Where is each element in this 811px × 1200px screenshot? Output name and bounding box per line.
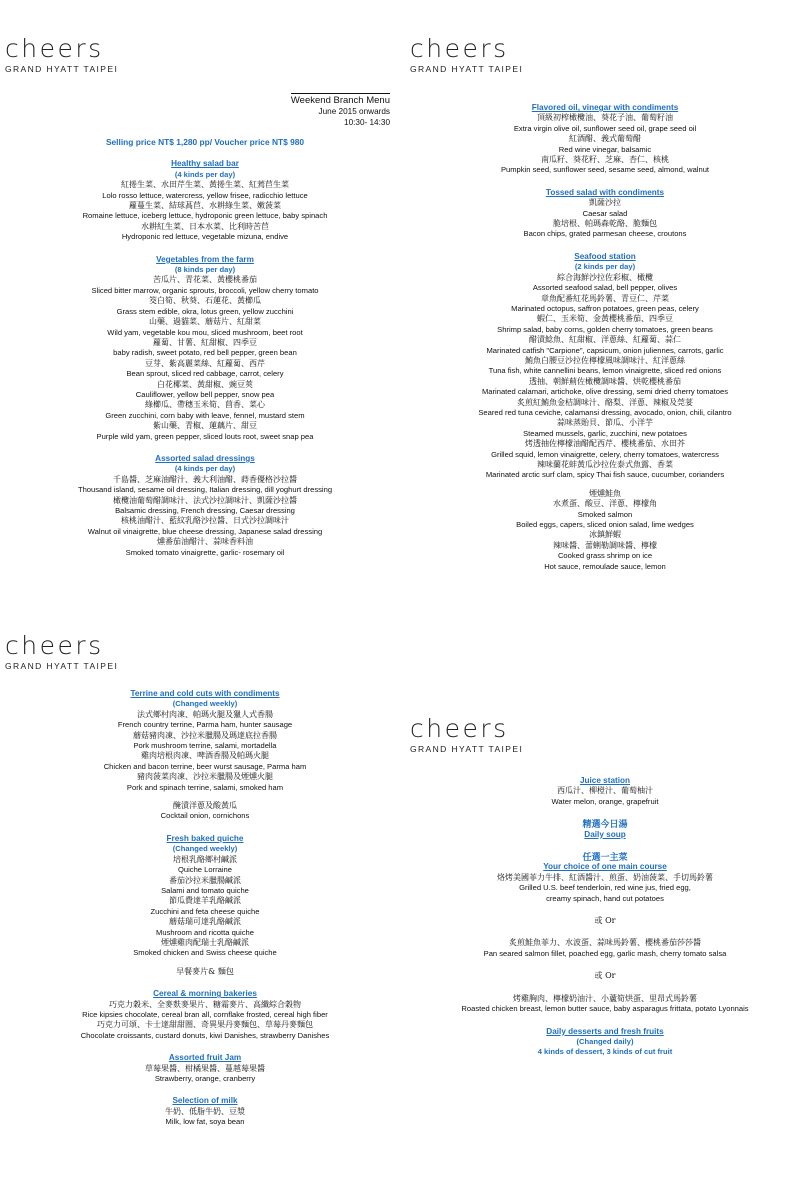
- menu-line-zh: 水耕紅生菜、日本水菜、比利時苦苣: [141, 221, 269, 231]
- page-2-column: [420, 103, 790, 584]
- menu-line-zh: 節瓜費達羊乳酪鹹派: [169, 896, 241, 906]
- menu-section: [420, 103, 790, 176]
- menu-line-en: Sliced bitter marrow, organic sprouts, broccoli, yellow cherry tomato: [91, 285, 319, 295]
- menu-line-zh: 豬肉菠菜肉凍、沙拉米臘腸及煙燻火腿: [137, 772, 273, 782]
- section-gap: [20, 959, 390, 967]
- menu-line-en: Grilled squid, lemon vinaigrette, celery, cherry tomatoes, watercress: [491, 449, 719, 459]
- main2-en: Pan seared salmon fillet, poached egg, garlic mash, cherry tomato salsa: [483, 948, 727, 958]
- section-heading: Fresh baked quiche: [166, 833, 244, 843]
- page-4-column: [420, 776, 790, 1058]
- menu-line-zh: 鮪魚白腰豆沙拉佐檸檬風味調味汁、紅洋蔥絲: [525, 355, 685, 365]
- section-spacer: [20, 822, 390, 834]
- menu-line-zh: 綠櫛瓜、帶穗玉米筍、茴香、菜心: [145, 400, 265, 410]
- page-3-column: [20, 689, 390, 1140]
- dessert-sub: (Changed daily): [576, 1036, 634, 1046]
- menu-line-en: Smoked chicken and Swiss cheese quiche: [133, 948, 277, 958]
- soup-heading: Daily soup: [584, 829, 626, 839]
- menu-line-zh: 橄欖油葡萄醋調味汁、法式沙拉調味汁、凱薩沙拉醬: [113, 495, 297, 505]
- menu-line-zh: 炙煎紅鮪魚金桔調味汁、酪梨、洋蔥、辣椒及莞荽: [517, 397, 693, 407]
- menu-line-en: Tuna fish, white cannellini beans, lemon vinaigrette, sliced red onions: [488, 366, 722, 376]
- menu-line-en: Bacon chips, grated parmesan cheese, croutons: [523, 229, 687, 239]
- section-heading: Terrine and cold cuts with condiments: [130, 689, 280, 698]
- menu-line-zh: 紫山藥、青椒、蓮藕片、甜豆: [153, 421, 257, 431]
- dessert-heading: Daily desserts and fresh fruits: [546, 1026, 664, 1036]
- menu-period: June 2015 onwards: [318, 107, 390, 116]
- section-spacer: [420, 572, 790, 584]
- main1-en-1: Grilled U.S. beef tenderloin, red wine jus, fried egg,: [519, 883, 691, 893]
- menu-line-en: Salami and tomato quiche: [161, 885, 249, 895]
- menu-line-zh: 燻番茄油醋汁、蒜味香料油: [157, 537, 253, 547]
- menu-line-zh: 脆培根、帕瑪森乾酪、脆麵包: [553, 219, 657, 229]
- menu-line-en: Smoked salmon: [577, 509, 633, 519]
- main2-zh: 炙煎鮭魚菲力、水波蛋、蒜味馬鈴薯、櫻桃番茄莎莎醬: [509, 938, 701, 948]
- menu-line-zh: 核桃油醋汁、藍紋乳酪沙拉醬、日式沙拉調味汁: [121, 516, 289, 526]
- menu-line-en: Steamed mussels, garlic, zucchini, new potatoes: [523, 428, 687, 438]
- logo-sub: GRAND HYATT TAIPEI: [410, 744, 524, 754]
- menu-line-en: Romaine lettuce, iceberg lettuce, hydroponic green lettuce, baby spinach: [82, 211, 328, 221]
- section-subheading: (8 kinds per day): [174, 265, 236, 275]
- menu-section: [20, 834, 390, 977]
- menu-line-zh: 煙燻雞肉配瑞士乳酪鹹派: [161, 937, 249, 947]
- menu-line-zh: 培根乳酪鄉村鹹派: [173, 854, 237, 864]
- menu-section: [420, 252, 790, 572]
- logo-bottom-left: [5, 633, 118, 671]
- menu-line-zh: 冰鎮鮮蝦: [589, 530, 621, 540]
- menu-line-zh: 辣味蘭花蚌黃瓜沙拉佐泰式魚露、香菜: [537, 460, 673, 469]
- menu-line-en: Strawberry, orange, cranberry: [154, 1074, 256, 1083]
- menu-line-zh: 水煮蛋、酸豆、洋蔥、檸檬角: [553, 499, 657, 509]
- section-heading: Vegetables from the farm: [156, 254, 254, 264]
- menu-line-zh: 蘿蔓生菜、結球萵苣、水耕綠生菜、嫩菠菜: [129, 201, 281, 211]
- menu-line-en: Red wine vinegar, balsamic: [558, 144, 652, 154]
- main3-zh: 烤雞胸肉、檸檬奶油汁、小蘆筍烘蛋、里昂式馬鈴薯: [513, 993, 697, 1003]
- menu-line-en: Cooked grass shrimp on ice: [557, 551, 653, 561]
- main3-en: Roasted chicken breast, lemon butter sauce, baby asparagus frittata, potato Lyonnais: [461, 1004, 749, 1014]
- menu-line-zh: 蒜味蒸貽貝、節瓜、小洋芋: [557, 418, 653, 428]
- menu-line-en: baby radish, sweet potato, red bell pepper, green bean: [113, 348, 297, 358]
- section-spacer: [20, 558, 390, 570]
- menu-line-en: Marinated arctic surf clam, spicy Thai fish sauce, cucumber, corianders: [485, 470, 725, 480]
- section-heading: Seafood station: [574, 251, 636, 261]
- menu-line-en: Marinated calamari, artichoke, olive dressing, semi dried cherry tomatoes: [481, 387, 729, 397]
- menu-line-en: Grass stem edible, okra, lotus green, yellow zucchini: [116, 306, 294, 316]
- logo-word: cheers: [410, 34, 509, 63]
- menu-line-zh: 山藥、過貓菜、蘑菇片、紅甜菜: [149, 317, 261, 327]
- menu-line-en: Pork mushroom terrine, salami, mortadella: [133, 741, 277, 751]
- logo-word: cheers: [5, 34, 104, 63]
- menu-line-zh: 千島醬、芝麻油醋汁、義大利油醋、蒔香優格沙拉醬: [113, 474, 297, 484]
- page-1-sections: [20, 159, 390, 570]
- price-line: Selling price NT$ 1,280 pp/ Voucher price NT$ 980: [105, 137, 305, 147]
- menu-line-zh: 法式鄉村肉凍、帕瑪火腿及獵人式香腸: [137, 709, 273, 719]
- menu-section: [20, 689, 390, 822]
- menu-line-en: Pumpkin seed, sunflower seed, sesame seed, almond, walnut: [500, 165, 710, 175]
- main-zh: 任選一主菜: [582, 852, 628, 863]
- section-subheading: (Changed weekly): [172, 699, 238, 709]
- section-subheading: (4 kinds per day): [174, 464, 236, 474]
- logo-word: cheers: [410, 714, 509, 743]
- menu-section: [20, 1053, 390, 1084]
- menu-line-zh: 苦瓜片、青花菜、黃櫻桃番茄: [153, 275, 257, 285]
- menu-line-zh: 巧克力穀米、全麥麩麥果片、糖霜麥片、高纖綜合穀物: [109, 999, 301, 1009]
- logo-sub: GRAND HYATT TAIPEI: [5, 64, 119, 74]
- section-spacer: [20, 1041, 390, 1053]
- menu-line-en: Lolo rosso lettuce, watercress, yellow frisee, radicchio lettuce: [102, 190, 308, 200]
- menu-section: [20, 1096, 390, 1127]
- menu-line-zh: 辣味醬、蕾蜊勒調味醬、檸檬: [553, 540, 657, 550]
- section-spacer: [20, 442, 390, 454]
- menu-line-en: Zucchini and feta cheese quiche: [150, 906, 260, 916]
- menu-line-en: Assorted seafood salad, bell pepper, olives: [532, 283, 678, 293]
- menu-line-en: Bean sprout, sliced red cabbage, carrot, celery: [126, 369, 284, 379]
- menu-line-zh: 早餐麥片& 麵包: [176, 966, 234, 976]
- menu-line-zh: 烤透抽佐檸檬油醋配西芹、櫻桃番茄、水田芥: [525, 439, 685, 449]
- logo-word: cheers: [5, 631, 104, 660]
- menu-line-en: Shrimp salad, baby corns, golden cherry tomatoes, green beans: [497, 324, 713, 334]
- menu-line-en: Seared red tuna ceviche, calamansi dressing, avocado, onion, chili, cilantro: [478, 407, 732, 417]
- menu-line-zh: 蝦仁、玉米筍、金黃櫻桃番茄、四季豆: [537, 314, 673, 324]
- section-spacer: [20, 243, 390, 255]
- menu-line-en: Green zucchini, corn baby with leave, fennel, mustard stem: [105, 410, 305, 420]
- menu-line-en: French country terrine, Parma ham, hunter sausage: [117, 720, 293, 730]
- menu-line-zh: 凱薩沙拉: [589, 198, 621, 208]
- menu-line-en: Walnut oil vinaigrette, blue cheese dressing, Japanese salad dressing: [87, 526, 323, 536]
- menu-section: [20, 454, 390, 558]
- menu-line-zh: 豆芽、紫高麗菜絲、紅蘿蔔、西芹: [145, 358, 265, 368]
- menu-line-en: Marinated octopus, saffron potatoes, green peas, celery: [511, 303, 699, 313]
- menu-line-zh: 紅酒醋、義式葡萄醋: [569, 134, 641, 144]
- menu-line-zh: 頂級初榨橄欖油、葵花子油、葡萄籽油: [537, 113, 673, 123]
- menu-line-zh: 筊白筍、秋葵、石蓮花、黃櫛瓜: [149, 296, 261, 306]
- main1-en-2: creamy spinach, hand cut potatoes: [546, 893, 664, 903]
- main-heading: Your choice of one main course: [543, 862, 667, 872]
- menu-section: [20, 989, 390, 1041]
- menu-line-zh: 草莓果醬、柑橘果醬、蔓越莓果醬: [145, 1063, 265, 1073]
- menu-line-en: Chicken and bacon terrine, beer wurst sausage, Parma ham: [103, 761, 307, 771]
- page-2-sections: [420, 103, 790, 584]
- menu-line-en: Boiled eggs, capers, sliced onion salad, lime wedges: [516, 520, 694, 530]
- juice-heading: Juice station: [579, 776, 631, 785]
- menu-title-block: [230, 93, 390, 128]
- menu-line-en: Quiche Lorraine: [177, 865, 233, 875]
- menu-section: [20, 159, 390, 242]
- section-spacer: [420, 240, 790, 252]
- logo-top-left: [5, 36, 118, 74]
- menu-line-en: Rice kipsies chocolate, cereal bran all, cornflake frosted, cereal high fiber: [82, 1009, 328, 1019]
- menu-section: [420, 188, 790, 240]
- menu-line-zh: 透抽、朝鮮薊佐橄欖調味醬、烘乾櫻桃番茄: [529, 376, 681, 386]
- menu-title: Weekend Branch Menu: [290, 95, 390, 106]
- menu-line-en: Caesar salad: [582, 208, 628, 218]
- menu-line-zh: 巧克力可頌、卡士達甜甜圈、奇異果丹麥麵包、草莓丹麥麵包: [97, 1020, 313, 1030]
- section-spacer: [20, 977, 390, 989]
- section-gap: [420, 481, 790, 489]
- section-heading: Assorted salad dressings: [155, 453, 255, 463]
- juice-zh: 西瓜汁、柳橙汁、葡萄柚汁: [557, 786, 653, 796]
- menu-line-zh: 醃漬洋蔥及酸黃瓜: [173, 801, 237, 811]
- section-subheading: (4 kinds per day): [174, 169, 236, 179]
- menu-line-zh: 章魚配番紅花馬鈴薯、青豆仁、芹菜: [541, 293, 669, 303]
- logo-sub: GRAND HYATT TAIPEI: [410, 64, 524, 74]
- juice-en: Water melon, orange, grapefruit: [551, 796, 659, 806]
- menu-line-zh: 蘑菇豬肉凍、沙拉米臘腸及瑪達底拉香腸: [133, 730, 277, 740]
- section-gap: [20, 793, 390, 801]
- or-1: 或 Or: [594, 916, 616, 926]
- page-1-column: [20, 137, 390, 570]
- menu-line-en: Marinated catfish "Carpione", capsicum, onion juliennes, carrots, garlic: [486, 345, 724, 355]
- section-subheading: (Changed weekly): [172, 844, 238, 854]
- menu-line-en: Thousand island, sesame oil dressing, Italian dressing, dill yoghurt dressing: [77, 485, 333, 495]
- menu-line-zh: 綜合海鮮沙拉佐彩椒、橄欖: [557, 272, 653, 282]
- menu-line-en: Extra virgin olive oil, sunflower seed oil, grape seed oil: [513, 123, 697, 133]
- menu-line-zh: 紅捲生菜、水田芹生菜、黃捲生菜、紅蔫苣生菜: [121, 180, 289, 190]
- section-heading: Selection of milk: [172, 1096, 238, 1106]
- page-3-sections: [20, 689, 390, 1140]
- menu-line-en: Pork and spinach terrine, salami, smoked ham: [126, 782, 284, 792]
- logo-sub: GRAND HYATT TAIPEI: [5, 661, 119, 671]
- section-heading: Flavored oil, vinegar with condiments: [531, 103, 679, 112]
- menu-line-en: Purple wild yam, green pepper, sliced louts root, sweet snap pea: [96, 431, 314, 441]
- menu-line-en: Wild yam, vegetable kou mou, sliced mushroom, beet root: [107, 327, 303, 337]
- menu-line-en: Hot sauce, remoulade sauce, lemon: [544, 561, 666, 571]
- section-heading: Healthy salad bar: [171, 159, 239, 169]
- menu-line-en: Cocktail onion, cornichons: [160, 811, 250, 821]
- section-spacer: [420, 176, 790, 188]
- menu-line-en: Mushroom and ricotta quiche: [156, 927, 254, 937]
- main1-zh: 烙烤美國菲力牛排、紅酒醬汁、煎蛋、奶油菠菜、手切馬鈴薯: [497, 872, 713, 882]
- soup-zh: 精選今日湯: [582, 819, 628, 830]
- menu-line-zh: 牛奶、低脂牛奶、豆漿: [165, 1106, 245, 1116]
- menu-time: 10:30- 14:30: [344, 118, 390, 127]
- logo-top-right: [410, 36, 523, 74]
- logo-bottom-right: [410, 716, 523, 754]
- dessert-line: 4 kinds of dessert, 3 kinds of cut fruit: [537, 1047, 673, 1057]
- menu-line-zh: 煙燻鮭魚: [589, 488, 621, 498]
- or-2: 或 Or: [594, 971, 616, 981]
- section-spacer: [20, 1084, 390, 1096]
- menu-line-zh: 蘿蔔、甘薯、紅甜椒、四季豆: [153, 337, 257, 347]
- section-spacer: [20, 1128, 390, 1140]
- menu-line-en: Smoked tomato vinaigrette, garlic- rosemary oil: [125, 547, 285, 557]
- menu-section: [20, 255, 390, 442]
- menu-line-en: Chocolate croissants, custard donuts, kiwi Danishes, strawberry Danishes: [80, 1030, 330, 1040]
- menu-line-zh: 雞肉培根肉凍、啤酒香腸及帕瑪火腿: [141, 751, 269, 761]
- section-subheading: (2 kinds per day): [574, 262, 636, 272]
- section-heading: Cereal & morning bakeries: [153, 989, 257, 999]
- section-heading: Assorted fruit Jam: [168, 1053, 242, 1063]
- menu-line-en: Balsamic dressing, French dressing, Caesar dressing: [115, 506, 295, 515]
- menu-line-zh: 蘑菇瑞可達乳酪鹹派: [169, 917, 241, 927]
- menu-line-zh: 南瓜籽、葵花籽、芝麻、杏仁、核桃: [541, 155, 669, 165]
- menu-line-en: Cauliflower, yellow bell pepper, snow pea: [135, 389, 275, 399]
- menu-line-en: Milk, low fat, soya bean: [165, 1117, 245, 1127]
- menu-line-zh: 白花椰菜、黃甜椒、豌豆莢: [157, 379, 253, 389]
- section-heading: Tossed salad with condiments: [545, 187, 665, 197]
- menu-line-en: Hydroponic red lettuce, vegetable mizuna, endive: [121, 232, 289, 242]
- menu-line-zh: 番茄沙拉米臘腸鹹派: [169, 875, 241, 885]
- menu-line-zh: 醋漬鯰魚、紅甜椒、洋蔥絲、紅蘿蔔、蒜仁: [529, 335, 681, 345]
